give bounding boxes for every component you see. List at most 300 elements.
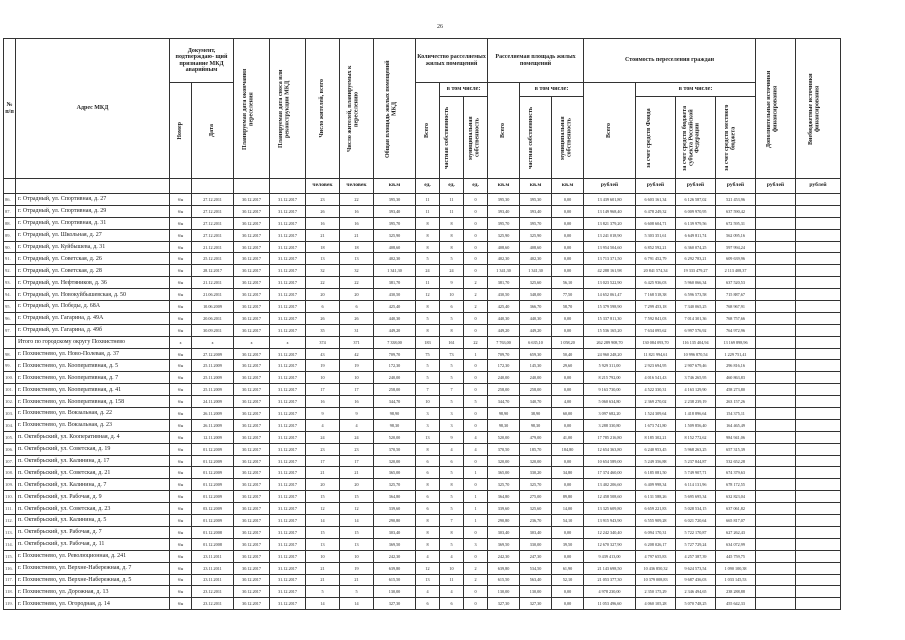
- table-row: [4, 550, 841, 562]
- row-cell: 13 954 504,60: [584, 241, 636, 253]
- col-qty-incl-header: в том числе:: [440, 83, 488, 97]
- row-cell: 12: [416, 562, 440, 574]
- row-cell: 21: [340, 467, 374, 479]
- row-cell: 4: [440, 443, 464, 455]
- row-cell: 381,70: [374, 277, 416, 289]
- row-cell: [756, 277, 796, 289]
- row-cell: 11 053 496,60: [584, 598, 636, 610]
- unit-cell: человек: [340, 179, 374, 194]
- row-cell: 4 522 330,31: [636, 384, 676, 396]
- unit-cell: [234, 179, 270, 194]
- row-cell: 325,70: [520, 479, 552, 491]
- row-cell: 3 288 330,80: [584, 419, 636, 431]
- row-cell: 20: [306, 479, 340, 491]
- row-cell: 1 341,30: [374, 265, 416, 277]
- row-cell: 520,00: [374, 431, 416, 443]
- row-cell: [796, 538, 841, 550]
- col-area-total-header: [374, 39, 416, 179]
- row-cell: 325,70: [488, 479, 520, 491]
- row-number: 110.: [4, 491, 16, 503]
- row-cell: 674 379,63: [716, 467, 756, 479]
- row-cell: [796, 526, 841, 538]
- extra-label: Дополнительные источники финансирования: [765, 69, 778, 148]
- row-cell: 8: [440, 324, 464, 336]
- row-cell: 20: [340, 289, 374, 301]
- row-cell: 395,70: [488, 217, 520, 229]
- unit-cell: рублей: [676, 179, 716, 194]
- row-cell: 4: [340, 419, 374, 431]
- row-cell: 12 654 363,80: [584, 443, 636, 455]
- row-cell: 5: [306, 586, 340, 598]
- row-cell: 30.12.2017: [234, 229, 270, 241]
- row-cell: 402,30: [488, 253, 520, 265]
- row-cell: 449,20: [520, 324, 552, 336]
- row-cell: 6 240 953,45: [636, 443, 676, 455]
- row-cell: 13 439 601,80: [584, 194, 636, 206]
- row-cell: 21: [306, 574, 340, 586]
- row-cell: 242,30: [488, 550, 520, 562]
- row-cell: 325,60: [520, 503, 552, 515]
- row-cell: [796, 301, 841, 313]
- row-cell: [796, 229, 841, 241]
- table-row: [4, 455, 841, 467]
- row-cell: 7: [440, 515, 464, 527]
- row-cell: 7: [440, 384, 464, 396]
- row-number: 105.: [4, 431, 16, 443]
- row-cell: 0: [464, 408, 488, 420]
- table-row: [4, 408, 841, 420]
- row-cell: 30.12.2017: [234, 217, 270, 229]
- row-cell: 408,60: [488, 241, 520, 253]
- unit-cell: человек: [306, 179, 340, 194]
- unit-cell: рублей: [796, 179, 841, 194]
- row-cell: 2 346 494,65: [676, 586, 716, 598]
- row-cell: 30.12.2017: [234, 550, 270, 562]
- row-cell: 8: [416, 526, 440, 538]
- col-extra-header: [756, 39, 796, 179]
- row-cell: 30.12.2017: [234, 277, 270, 289]
- col-offbudget-header: [796, 39, 841, 179]
- row-cell: 31.12.2017: [270, 360, 306, 372]
- row-cell: x: [192, 336, 234, 348]
- row-cell: [756, 562, 796, 574]
- row-cell: 4 257 387,39: [676, 550, 716, 562]
- row-cell: 2 923 694,95: [636, 360, 676, 372]
- table-row: [4, 503, 841, 515]
- row-cell: 183: [416, 336, 440, 348]
- row-cell: [796, 586, 841, 598]
- row-address: г. Похвистнево, ул. Кооперативная, д. 41: [16, 384, 170, 396]
- row-cell: 01.12.2009: [192, 491, 234, 503]
- row-cell: 5 722 170,87: [676, 526, 716, 538]
- row-cell: 327,30: [520, 598, 552, 610]
- row-cell: б/н: [170, 265, 192, 277]
- row-address: п. Октябрьский, ул. Кооперативная, д. 4: [16, 431, 170, 443]
- row-address: г. Отрадный, ул. Гагарина, д. 49А: [16, 312, 170, 324]
- row-cell: 17: [340, 455, 374, 467]
- row-cell: 344,70: [374, 396, 416, 408]
- row-address: г. Отрадный, ул. Победы, д. 68А: [16, 301, 170, 313]
- unit-cell: кв.м: [520, 179, 552, 194]
- row-cell: [796, 396, 841, 408]
- row-cell: [756, 289, 796, 301]
- row-cell: 9 439 413,00: [584, 550, 636, 562]
- row-cell: 31.12.2017: [270, 194, 306, 206]
- row-cell: [756, 372, 796, 384]
- row-cell: 370,50: [488, 443, 520, 455]
- row-cell: 0,00: [552, 455, 584, 467]
- row-cell: 0,00: [552, 241, 584, 253]
- row-cell: 6 292 783,21: [676, 253, 716, 265]
- row-cell: 15: [306, 526, 340, 538]
- row-cell: 13: [416, 574, 440, 586]
- row-cell: 10: [440, 562, 464, 574]
- row-cell: б/н: [170, 503, 192, 515]
- row-cell: [756, 491, 796, 503]
- table-row: [4, 265, 841, 277]
- row-cell: 6: [440, 301, 464, 313]
- table-row: [4, 443, 841, 455]
- row-cell: 31.12.2017: [270, 265, 306, 277]
- row-number: 95.: [4, 301, 16, 313]
- row-cell: 236,70: [520, 515, 552, 527]
- row-cell: [796, 312, 841, 324]
- row-cell: 1 229 751,41: [716, 348, 756, 360]
- row-cell: 30.12.2017: [234, 598, 270, 610]
- row-cell: 7 340 065,25: [676, 301, 716, 313]
- row-number: 93.: [4, 277, 16, 289]
- row-cell: 11: [440, 205, 464, 217]
- row-cell: 13 713 371,50: [584, 253, 636, 265]
- row-cell: 6: [416, 598, 440, 610]
- row-cell: б/н: [170, 550, 192, 562]
- row-cell: 364,80: [488, 491, 520, 503]
- row-cell: 61,90: [552, 562, 584, 574]
- row-cell: 3: [416, 408, 440, 420]
- row-cell: 164 465,49: [716, 419, 756, 431]
- row-address: г. Отрадный, ул. Спортивная, д. 31: [16, 217, 170, 229]
- row-cell: 0: [464, 550, 488, 562]
- row-cell: 21.12.2011: [192, 241, 234, 253]
- row-cell: 6 555 909,28: [636, 515, 676, 527]
- row-cell: 4: [440, 586, 464, 598]
- row-cell: 22: [306, 277, 340, 289]
- row-cell: 1 673 741,80: [636, 419, 676, 431]
- row-number: 114.: [4, 538, 16, 550]
- row-cell: б/н: [170, 277, 192, 289]
- row-cell: 393,40: [488, 205, 520, 217]
- row-cell: 327,30: [374, 598, 416, 610]
- row-number: 88.: [4, 217, 16, 229]
- unit-cell: ед.: [416, 179, 440, 194]
- row-cell: 8: [416, 301, 440, 313]
- row-cell: 03.12.2009: [192, 503, 234, 515]
- row-cell: б/н: [170, 562, 192, 574]
- row-cell: 637 590,42: [716, 205, 756, 217]
- row-cell: 3: [440, 408, 464, 420]
- row-cell: 678 172,55: [716, 479, 756, 491]
- row-address: г. Похвистнево, ул. Кооперативная, д. 158: [16, 396, 170, 408]
- row-cell: 369,50: [374, 538, 416, 550]
- row-cell: 98,30: [374, 419, 416, 431]
- table-row: [4, 574, 841, 586]
- col-qty-header: Количество расселяемых жилых помещений: [416, 39, 488, 83]
- row-cell: 0: [464, 253, 488, 265]
- row-cell: б/н: [170, 526, 192, 538]
- col-cost-fund-header: [636, 97, 676, 179]
- row-cell: 6 185 081,50: [636, 467, 676, 479]
- row-cell: 01.12.2009: [192, 479, 234, 491]
- row-cell: [756, 253, 796, 265]
- row-cell: 381,70: [488, 277, 520, 289]
- row-cell: 31: [340, 324, 374, 336]
- row-cell: 31.12.2017: [270, 515, 306, 527]
- row-cell: 12 670 327,90: [584, 538, 636, 550]
- row-cell: [756, 431, 796, 443]
- row-cell: 425,40: [488, 301, 520, 313]
- row-cell: 8 152 772,62: [676, 431, 716, 443]
- row-cell: 402,30: [520, 253, 552, 265]
- row-address: г. Отрадный, ул. Советская, д. 26: [16, 253, 170, 265]
- row-cell: 290,80: [488, 515, 520, 527]
- row-cell: 23.12.2011: [192, 598, 234, 610]
- row-cell: 0: [464, 384, 488, 396]
- row-cell: 430,50: [374, 289, 416, 301]
- row-cell: 12.11.2009: [192, 431, 234, 443]
- row-cell: 2 907 679,46: [676, 360, 716, 372]
- row-number: [4, 336, 16, 348]
- unit-cell: [192, 179, 234, 194]
- row-address: г. Похвистнево, ул. Кооперативная, д. 5: [16, 360, 170, 372]
- row-cell: 31.12.2017: [270, 396, 306, 408]
- row-cell: 303,40: [520, 526, 552, 538]
- row-cell: 31.12.2017: [270, 550, 306, 562]
- row-number: 94.: [4, 289, 16, 301]
- row-number: 96.: [4, 312, 16, 324]
- row-cell: 5 960 066,34: [676, 277, 716, 289]
- row-cell: 609 639,96: [716, 253, 756, 265]
- col-residents-header: [306, 39, 340, 179]
- row-cell: 31.12.2017: [270, 443, 306, 455]
- row-cell: 4 060 105,28: [636, 598, 676, 610]
- row-cell: 73: [440, 348, 464, 360]
- row-cell: 15 379 598,90: [584, 301, 636, 313]
- row-cell: 19: [340, 360, 374, 372]
- row-cell: 19: [306, 360, 340, 372]
- row-cell: [796, 479, 841, 491]
- row-cell: 632 823,04: [716, 491, 756, 503]
- row-cell: 5 249 356,88: [636, 455, 676, 467]
- row-cell: 369,50: [488, 538, 520, 550]
- row-cell: 27.12.2011: [192, 229, 234, 241]
- row-cell: [796, 550, 841, 562]
- row-cell: 31.12.2017: [270, 574, 306, 586]
- row-cell: 184,80: [552, 443, 584, 455]
- row-cell: 14,00: [552, 503, 584, 515]
- table-row: [4, 229, 841, 241]
- row-cell: 7 634 095,62: [636, 324, 676, 336]
- row-cell: 20: [306, 289, 340, 301]
- unit-cell: кв.м: [374, 179, 416, 194]
- row-cell: 25.11.2009: [192, 360, 234, 372]
- row-cell: 8: [440, 526, 464, 538]
- table-row: [4, 538, 841, 550]
- row-cell: 27.12.2011: [192, 205, 234, 217]
- row-cell: 31.12.2017: [270, 372, 306, 384]
- row-cell: 15 536 165,20: [584, 324, 636, 336]
- row-cell: 15: [340, 491, 374, 503]
- row-cell: 240,00: [488, 372, 520, 384]
- row-cell: 6 852 592,21: [636, 241, 676, 253]
- row-cell: 0,00: [552, 312, 584, 324]
- row-cell: 31.12.2017: [270, 419, 306, 431]
- row-cell: 6: [416, 503, 440, 515]
- row-cell: 521 453,96: [716, 194, 756, 206]
- row-cell: [796, 348, 841, 360]
- row-cell: 0: [464, 217, 488, 229]
- row-cell: 30.12.2017: [234, 384, 270, 396]
- row-cell: 365,00: [488, 467, 520, 479]
- row-cell: 30.12.2017: [234, 574, 270, 586]
- row-cell: 2 238 239,19: [676, 396, 716, 408]
- row-cell: 01.12.2009: [192, 443, 234, 455]
- row-cell: 31.12.2017: [270, 562, 306, 574]
- row-cell: [756, 538, 796, 550]
- row-address: п. Октябрьский, ул. Калинина, д. 17: [16, 455, 170, 467]
- row-cell: 26.11.2009: [192, 419, 234, 431]
- row-address: г. Отрадный, ул. Советская, д. 28: [16, 265, 170, 277]
- row-cell: 172,30: [374, 360, 416, 372]
- row-cell: 458 273,80: [716, 384, 756, 396]
- row-cell: 13 149 968,40: [584, 205, 636, 217]
- row-cell: 54,10: [552, 515, 584, 527]
- row-number: 97.: [4, 324, 16, 336]
- row-number: 87.: [4, 205, 16, 217]
- row-cell: 35: [306, 324, 340, 336]
- row-cell: 21: [340, 574, 374, 586]
- row-address: г. Отрадный, ул. Спортивная, д. 27: [16, 194, 170, 206]
- row-cell: 1: [464, 467, 488, 479]
- row-cell: 597 994,24: [716, 241, 756, 253]
- col-qty-private-header: [440, 97, 464, 179]
- row-cell: [796, 455, 841, 467]
- row-cell: 6 021 720,64: [676, 515, 716, 527]
- row-cell: 247,30: [520, 550, 552, 562]
- row-cell: 13 023 522,90: [584, 277, 636, 289]
- row-cell: 01.12.2008: [192, 526, 234, 538]
- row-cell: 12 458 508,60: [584, 491, 636, 503]
- table-row: [4, 360, 841, 372]
- row-cell: 20: [340, 479, 374, 491]
- row-cell: 130,00: [520, 586, 552, 598]
- plan-demolish-label: Планируемая дата сноса или реконструкции МКД: [277, 69, 290, 148]
- row-cell: 6 659 221,83: [636, 503, 676, 515]
- row-cell: 339,60: [488, 503, 520, 515]
- row-cell: 6 409 998,34: [636, 479, 676, 491]
- row-cell: 116 135 404,94: [676, 336, 716, 348]
- area-sub-total-label: Всего: [500, 123, 507, 138]
- row-cell: [756, 324, 796, 336]
- row-cell: 26: [306, 312, 340, 324]
- row-cell: 6 603 161,34: [636, 194, 676, 206]
- row-address: п. Октябрьский, ул. Калинина, д. 5: [16, 515, 170, 527]
- row-cell: [756, 467, 796, 479]
- row-cell: 0,00: [552, 598, 584, 610]
- row-cell: 8: [440, 229, 464, 241]
- row-cell: 440,30: [488, 312, 520, 324]
- row-cell: 26: [340, 312, 374, 324]
- row-cell: [796, 408, 841, 420]
- row-cell: 13 325 609,80: [584, 503, 636, 515]
- row-cell: 130,00: [488, 586, 520, 598]
- row-cell: 1: [464, 348, 488, 360]
- row-cell: 2: [464, 277, 488, 289]
- unit-cell: рублей: [636, 179, 676, 194]
- row-cell: 764 972,96: [716, 324, 756, 336]
- col-area-total-sub-header: [488, 83, 520, 179]
- area-total-label: Общая площадь жилых помещений МКД: [384, 59, 397, 158]
- row-cell: 1 058,20: [552, 336, 584, 348]
- row-cell: 330,00: [520, 538, 552, 550]
- row-number: 108.: [4, 467, 16, 479]
- row-cell: 16: [340, 217, 374, 229]
- row-cell: 258,00: [488, 384, 520, 396]
- row-cell: 28.12.2017: [192, 265, 234, 277]
- row-cell: 39,50: [552, 538, 584, 550]
- table-row: [4, 241, 841, 253]
- row-cell: 31.12.2017: [270, 467, 306, 479]
- row-cell: 25.12.2011: [192, 253, 234, 265]
- row-cell: 460 863,83: [716, 372, 756, 384]
- row-cell: 11: [440, 194, 464, 206]
- row-cell: 11: [440, 574, 464, 586]
- row-cell: [796, 574, 841, 586]
- row-cell: 393,40: [520, 205, 552, 217]
- row-cell: 12 242 340,40: [584, 526, 636, 538]
- row-cell: 14: [306, 598, 340, 610]
- row-cell: 240,00: [374, 372, 416, 384]
- row-cell: [756, 550, 796, 562]
- row-cell: 715 887,67: [716, 289, 756, 301]
- row-cell: 344,70: [488, 396, 520, 408]
- row-cell: [756, 455, 796, 467]
- row-cell: 23.12.2011: [192, 586, 234, 598]
- row-cell: 325,90: [374, 229, 416, 241]
- row-address: г. Отрадный, ул. Школьная, д. 27: [16, 229, 170, 241]
- row-cell: 5: [416, 312, 440, 324]
- row-cell: 5: [416, 253, 440, 265]
- cost-fund-label: за счет средств Фонда: [645, 107, 652, 168]
- qty-municipal-label: муниципальная собственность: [467, 115, 480, 160]
- row-cell: 0: [464, 265, 488, 277]
- row-cell: 0,00: [552, 526, 584, 538]
- row-cell: 6 608 604,71: [636, 217, 676, 229]
- row-cell: 16: [306, 217, 340, 229]
- row-cell: 30.12.2017: [234, 360, 270, 372]
- row-cell: 31.12.2017: [270, 431, 306, 443]
- row-cell: [796, 562, 841, 574]
- row-cell: 23: [340, 443, 374, 455]
- row-cell: 12: [416, 289, 440, 301]
- area-municipal-label: муниципальная собственность: [559, 115, 572, 160]
- row-cell: б/н: [170, 443, 192, 455]
- row-cell: 13 402 206,60: [584, 479, 636, 491]
- row-number: 119.: [4, 598, 16, 610]
- unit-cell: рублей: [716, 179, 756, 194]
- row-cell: 14: [306, 515, 340, 527]
- col-plan-end-header: [234, 39, 270, 179]
- row-cell: 639,80: [488, 562, 520, 574]
